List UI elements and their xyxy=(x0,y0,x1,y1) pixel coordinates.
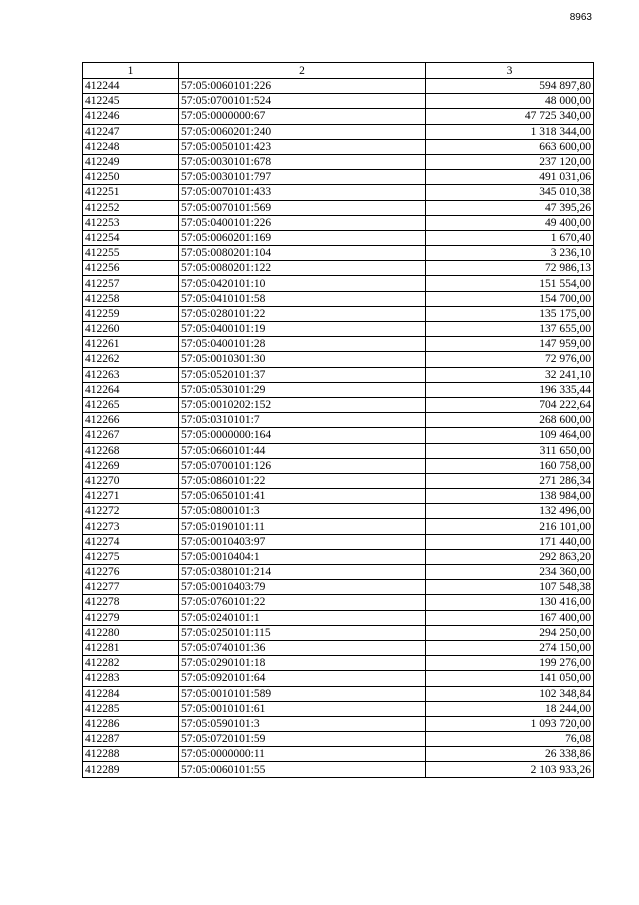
row-number-cell: 412258 xyxy=(83,291,179,306)
column-header-2: 2 xyxy=(179,63,426,79)
table-row xyxy=(83,671,594,686)
cadastral-number-cell: 57:05:0010202:152 xyxy=(179,397,426,412)
table-row xyxy=(83,549,594,564)
table-row xyxy=(83,291,594,306)
value-cell: 345 010,38 xyxy=(426,185,594,200)
table-row xyxy=(83,200,594,215)
value-cell: 3 236,10 xyxy=(426,246,594,261)
row-number-cell: 412245 xyxy=(83,94,179,109)
table-row xyxy=(83,580,594,595)
row-number-cell: 412252 xyxy=(83,200,179,215)
row-number-cell: 412284 xyxy=(83,686,179,701)
value-cell: 160 758,00 xyxy=(426,458,594,473)
table-row xyxy=(83,762,594,777)
row-number-cell: 412282 xyxy=(83,656,179,671)
table-row xyxy=(83,656,594,671)
cadastral-number-cell: 57:05:0410101:58 xyxy=(179,291,426,306)
table-row xyxy=(83,261,594,276)
row-number-cell: 412274 xyxy=(83,534,179,549)
cadastral-number-cell: 57:05:0860101:22 xyxy=(179,473,426,488)
row-number-cell: 412249 xyxy=(83,154,179,169)
table-row xyxy=(83,413,594,428)
row-number-cell: 412276 xyxy=(83,565,179,580)
table-row xyxy=(83,716,594,731)
value-cell: 48 000,00 xyxy=(426,94,594,109)
value-cell: 72 986,13 xyxy=(426,261,594,276)
page-number: 8963 xyxy=(569,12,592,23)
value-cell: 294 250,00 xyxy=(426,625,594,640)
value-cell: 311 650,00 xyxy=(426,443,594,458)
value-cell: 109 464,00 xyxy=(426,428,594,443)
value-cell: 47 395,26 xyxy=(426,200,594,215)
table-body xyxy=(83,79,594,778)
cadastral-number-cell: 57:05:0030101:797 xyxy=(179,170,426,185)
value-cell: 26 338,86 xyxy=(426,747,594,762)
table-row xyxy=(83,504,594,519)
value-cell: 237 120,00 xyxy=(426,154,594,169)
cadastral-number-cell: 57:05:0380101:214 xyxy=(179,565,426,580)
value-cell: 135 175,00 xyxy=(426,306,594,321)
value-cell: 491 031,06 xyxy=(426,170,594,185)
cadastral-number-cell: 57:05:0720101:59 xyxy=(179,732,426,747)
value-cell: 594 897,80 xyxy=(426,79,594,94)
row-number-cell: 412260 xyxy=(83,322,179,337)
value-cell: 271 286,34 xyxy=(426,473,594,488)
table-row xyxy=(83,701,594,716)
cadastral-number-cell: 57:05:0010101:61 xyxy=(179,701,426,716)
table-row xyxy=(83,686,594,701)
value-cell: 102 348,84 xyxy=(426,686,594,701)
row-number-cell: 412269 xyxy=(83,458,179,473)
value-cell: 2 103 933,26 xyxy=(426,762,594,777)
value-cell: 1 093 720,00 xyxy=(426,716,594,731)
row-number-cell: 412280 xyxy=(83,625,179,640)
cadastral-number-cell: 57:05:0190101:11 xyxy=(179,519,426,534)
row-number-cell: 412259 xyxy=(83,306,179,321)
row-number-cell: 412251 xyxy=(83,185,179,200)
row-number-cell: 412262 xyxy=(83,352,179,367)
row-number-cell: 412288 xyxy=(83,747,179,762)
cadastral-number-cell: 57:05:0060201:240 xyxy=(179,124,426,139)
value-cell: 154 700,00 xyxy=(426,291,594,306)
cadastral-number-cell: 57:05:0290101:18 xyxy=(179,656,426,671)
table-row xyxy=(83,79,594,94)
row-number-cell: 412257 xyxy=(83,276,179,291)
row-number-cell: 412273 xyxy=(83,519,179,534)
cadastral-number-cell: 57:05:0400101:19 xyxy=(179,322,426,337)
cadastral-number-cell: 57:05:0760101:22 xyxy=(179,595,426,610)
table-row xyxy=(83,230,594,245)
table-row xyxy=(83,246,594,261)
row-number-cell: 412261 xyxy=(83,337,179,352)
cadastral-number-cell: 57:05:0530101:29 xyxy=(179,382,426,397)
table-row xyxy=(83,519,594,534)
row-number-cell: 412255 xyxy=(83,246,179,261)
value-cell: 130 416,00 xyxy=(426,595,594,610)
row-number-cell: 412246 xyxy=(83,109,179,124)
value-cell: 32 241,10 xyxy=(426,367,594,382)
table-row xyxy=(83,276,594,291)
cadastral-number-cell: 57:05:0240101:1 xyxy=(179,610,426,625)
table-row xyxy=(83,732,594,747)
table-row xyxy=(83,109,594,124)
cadastral-number-cell: 57:05:0000000:67 xyxy=(179,109,426,124)
row-number-cell: 412253 xyxy=(83,215,179,230)
table-row xyxy=(83,595,594,610)
row-number-cell: 412278 xyxy=(83,595,179,610)
row-number-cell: 412270 xyxy=(83,473,179,488)
row-number-cell: 412244 xyxy=(83,79,179,94)
table-row xyxy=(83,534,594,549)
table-row xyxy=(83,747,594,762)
cadastral-number-cell: 57:05:0060101:226 xyxy=(179,79,426,94)
row-number-cell: 412271 xyxy=(83,489,179,504)
table-row xyxy=(83,170,594,185)
cadastral-number-cell: 57:05:0420101:10 xyxy=(179,276,426,291)
row-number-cell: 412287 xyxy=(83,732,179,747)
value-cell: 141 050,00 xyxy=(426,671,594,686)
column-header-1: 1 xyxy=(83,63,179,79)
table-row xyxy=(83,367,594,382)
value-cell: 1 670,40 xyxy=(426,230,594,245)
table-row xyxy=(83,428,594,443)
table-row xyxy=(83,139,594,154)
row-number-cell: 412277 xyxy=(83,580,179,595)
table-row xyxy=(83,443,594,458)
table-header-row xyxy=(83,63,594,79)
row-number-cell: 412250 xyxy=(83,170,179,185)
value-cell: 147 959,00 xyxy=(426,337,594,352)
cadastral-number-cell: 57:05:0060201:169 xyxy=(179,230,426,245)
table-row xyxy=(83,610,594,625)
row-number-cell: 412281 xyxy=(83,640,179,655)
value-cell: 171 440,00 xyxy=(426,534,594,549)
cadastral-number-cell: 57:05:0400101:28 xyxy=(179,337,426,352)
value-cell: 18 244,00 xyxy=(426,701,594,716)
table-row xyxy=(83,185,594,200)
cadastral-number-cell: 57:05:0800101:3 xyxy=(179,504,426,519)
cadastral-number-cell: 57:05:0010101:589 xyxy=(179,686,426,701)
cadastral-number-cell: 57:05:0010403:79 xyxy=(179,580,426,595)
cadastral-number-cell: 57:05:0070101:433 xyxy=(179,185,426,200)
row-number-cell: 412279 xyxy=(83,610,179,625)
cadastral-number-cell: 57:05:0080201:104 xyxy=(179,246,426,261)
cadastral-number-cell: 57:05:0280101:22 xyxy=(179,306,426,321)
row-number-cell: 412254 xyxy=(83,230,179,245)
row-number-cell: 412265 xyxy=(83,397,179,412)
table-row xyxy=(83,306,594,321)
table-row xyxy=(83,337,594,352)
row-number-cell: 412247 xyxy=(83,124,179,139)
cadastral-number-cell: 57:05:0520101:37 xyxy=(179,367,426,382)
row-number-cell: 412248 xyxy=(83,139,179,154)
cadastral-number-cell: 57:05:0070101:569 xyxy=(179,200,426,215)
cadastral-number-cell: 57:05:0250101:115 xyxy=(179,625,426,640)
table-row xyxy=(83,154,594,169)
cadastral-number-cell: 57:05:0590101:3 xyxy=(179,716,426,731)
cadastral-number-cell: 57:05:0060101:55 xyxy=(179,762,426,777)
table-row xyxy=(83,640,594,655)
cadastral-number-cell: 57:05:0010403:97 xyxy=(179,534,426,549)
table-row xyxy=(83,94,594,109)
value-cell: 704 222,64 xyxy=(426,397,594,412)
cadastral-value-table xyxy=(82,62,594,778)
row-number-cell: 412289 xyxy=(83,762,179,777)
row-number-cell: 412268 xyxy=(83,443,179,458)
cadastral-number-cell: 57:05:0010301:30 xyxy=(179,352,426,367)
value-cell: 196 335,44 xyxy=(426,382,594,397)
table-row xyxy=(83,625,594,640)
value-cell: 167 400,00 xyxy=(426,610,594,625)
row-number-cell: 412272 xyxy=(83,504,179,519)
table-row xyxy=(83,489,594,504)
cadastral-number-cell: 57:05:0920101:64 xyxy=(179,671,426,686)
value-cell: 72 976,00 xyxy=(426,352,594,367)
table-row xyxy=(83,322,594,337)
value-cell: 47 725 340,00 xyxy=(426,109,594,124)
table-row xyxy=(83,473,594,488)
value-cell: 76,08 xyxy=(426,732,594,747)
row-number-cell: 412266 xyxy=(83,413,179,428)
row-number-cell: 412256 xyxy=(83,261,179,276)
cadastral-number-cell: 57:05:0650101:41 xyxy=(179,489,426,504)
value-cell: 132 496,00 xyxy=(426,504,594,519)
value-cell: 292 863,20 xyxy=(426,549,594,564)
cadastral-number-cell: 57:05:0010404:1 xyxy=(179,549,426,564)
row-number-cell: 412286 xyxy=(83,716,179,731)
cadastral-number-cell: 57:05:0050101:423 xyxy=(179,139,426,154)
row-number-cell: 412264 xyxy=(83,382,179,397)
cadastral-number-cell: 57:05:0000000:11 xyxy=(179,747,426,762)
cadastral-number-cell: 57:05:0030101:678 xyxy=(179,154,426,169)
value-cell: 274 150,00 xyxy=(426,640,594,655)
table-row xyxy=(83,352,594,367)
table-row xyxy=(83,382,594,397)
cadastral-number-cell: 57:05:0400101:226 xyxy=(179,215,426,230)
column-header-3: 3 xyxy=(426,63,594,79)
value-cell: 107 548,38 xyxy=(426,580,594,595)
cadastral-number-cell: 57:05:0700101:524 xyxy=(179,94,426,109)
cadastral-number-cell: 57:05:0000000:164 xyxy=(179,428,426,443)
table-row xyxy=(83,215,594,230)
value-cell: 663 600,00 xyxy=(426,139,594,154)
row-number-cell: 412275 xyxy=(83,549,179,564)
cadastral-number-cell: 57:05:0740101:36 xyxy=(179,640,426,655)
value-cell: 199 276,00 xyxy=(426,656,594,671)
row-number-cell: 412267 xyxy=(83,428,179,443)
value-cell: 151 554,00 xyxy=(426,276,594,291)
table-row xyxy=(83,397,594,412)
value-cell: 1 318 344,00 xyxy=(426,124,594,139)
row-number-cell: 412283 xyxy=(83,671,179,686)
table-row xyxy=(83,458,594,473)
value-cell: 49 400,00 xyxy=(426,215,594,230)
value-cell: 138 984,00 xyxy=(426,489,594,504)
cadastral-number-cell: 57:05:0310101:7 xyxy=(179,413,426,428)
table-row xyxy=(83,124,594,139)
value-cell: 268 600,00 xyxy=(426,413,594,428)
value-cell: 137 655,00 xyxy=(426,322,594,337)
cadastral-number-cell: 57:05:0080201:122 xyxy=(179,261,426,276)
row-number-cell: 412285 xyxy=(83,701,179,716)
table-row xyxy=(83,565,594,580)
cadastral-number-cell: 57:05:0660101:44 xyxy=(179,443,426,458)
value-cell: 234 360,00 xyxy=(426,565,594,580)
value-cell: 216 101,00 xyxy=(426,519,594,534)
row-number-cell: 412263 xyxy=(83,367,179,382)
cadastral-number-cell: 57:05:0700101:126 xyxy=(179,458,426,473)
